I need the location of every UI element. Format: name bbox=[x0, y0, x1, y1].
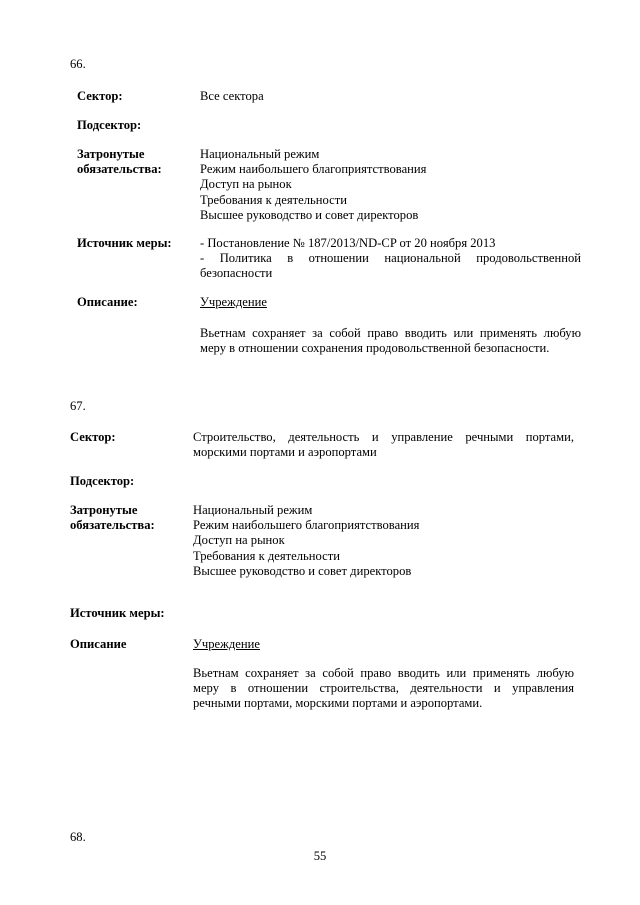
entry-67-source-label: Источник меры: bbox=[70, 606, 165, 620]
entry-66-subsector-label: Подсектор: bbox=[77, 118, 142, 132]
source-item: - Политика в отношении национальной продовольственной безопасности bbox=[200, 251, 581, 281]
obligation-item: Доступ на рынок bbox=[193, 533, 285, 548]
entry-66-description-label: Описание: bbox=[77, 295, 138, 309]
entry-66-source-list bbox=[200, 236, 581, 282]
page-number: 55 bbox=[313, 849, 327, 863]
entry-68-number: 68. bbox=[70, 830, 86, 844]
entry-66-source-label: Источник меры: bbox=[77, 236, 172, 250]
entry-66-obligations-label: Затронутые обязательства: bbox=[77, 147, 162, 177]
entry-67-number: 67. bbox=[70, 399, 86, 413]
entry-66-sector-value: Все сектора bbox=[200, 89, 264, 103]
obligation-item: Национальный режим bbox=[200, 147, 320, 161]
obligation-item: Требования к деятельности bbox=[200, 192, 347, 207]
entry-67-obligations-list bbox=[193, 503, 574, 579]
entry-66-description-text: Вьетнам сохраняет за собой право вводить или применять любую меру в отношении сохранения продовольственной безопасности. bbox=[200, 326, 581, 356]
entry-67-description-label: Описание bbox=[70, 637, 127, 651]
source-item: - Постановление № 187/2013/ND-CP от 20 ноября 2013 bbox=[200, 236, 496, 250]
obligation-item: Высшее руководство и совет директоров bbox=[200, 207, 419, 222]
entry-67-description-text: Вьетнам сохраняет за собой право вводить или применять любую меру в отношении строительства, деятельности и управления речными портами, морскими портами и аэропортами. bbox=[193, 666, 574, 711]
entry-67-description-heading: Учреждение bbox=[193, 637, 260, 651]
entry-66-obligations-list bbox=[200, 147, 581, 223]
obligation-item: Высшее руководство и совет директоров bbox=[193, 563, 412, 578]
obligation-item: Режим наибольшего благоприятствования bbox=[193, 518, 420, 533]
entry-66-description-heading: Учреждение bbox=[200, 295, 267, 309]
entry-67-sector-label: Сектор: bbox=[70, 430, 116, 444]
entry-66-sector-label: Сектор: bbox=[77, 89, 123, 103]
entry-67-subsector-label: Подсектор: bbox=[70, 474, 135, 488]
entry-67-obligations-label: Затронутые обязательства: bbox=[70, 503, 155, 533]
obligation-item: Доступ на рынок bbox=[200, 177, 292, 192]
obligation-item: Национальный режим bbox=[193, 503, 313, 517]
entry-67-sector-value: Строительство, деятельность и управление речными портами, морскими портами и аэропортами bbox=[193, 430, 574, 460]
obligation-item: Режим наибольшего благоприятствования bbox=[200, 162, 427, 177]
obligation-item: Требования к деятельности bbox=[193, 548, 340, 563]
entry-66-number: 66. bbox=[70, 57, 86, 71]
